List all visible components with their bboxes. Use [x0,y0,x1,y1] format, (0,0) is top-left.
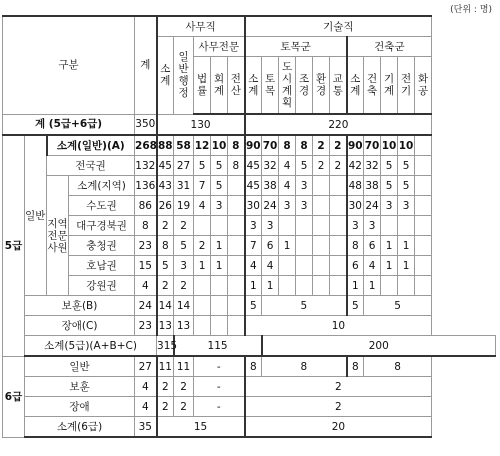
grand-total-gisul: 220 [245,114,432,135]
cell [330,216,347,236]
cell [228,216,245,236]
cell [211,216,228,236]
cell: 7 [194,176,211,196]
cell: 1 [211,236,228,256]
cell [381,216,398,236]
cell [211,296,228,316]
cell: 5 [157,256,174,276]
cell: 7 [245,236,262,256]
cell: 5 [194,156,211,176]
row-label: 강원권 [69,276,135,296]
cell: 27 [135,356,157,377]
cell: 3 [174,256,194,276]
cell: 13 [157,316,174,336]
col-s-jeon: 전산 [228,57,245,115]
row-sudo [3,196,496,216]
cell: 12 [194,135,211,156]
cell [330,176,347,196]
row-jangae5 [3,316,496,336]
cell: 5 [262,296,347,316]
cell: 5 [398,176,415,196]
recruitment-table [2,15,496,438]
cell: 10 [381,135,398,156]
row-label: 장애(C) [25,316,135,336]
row-label: 일반 [25,356,135,377]
cell: 24 [364,196,381,216]
cell [313,216,330,236]
cell [296,256,313,276]
cell [228,176,245,196]
col-t-hwan: 환경 [313,57,330,115]
cell: 38 [262,176,279,196]
cell [330,196,347,216]
ilban-label: 일반 [25,135,47,296]
cell: 24 [135,296,157,316]
cell: 3 [211,196,228,216]
cell: 2 [245,397,432,417]
cell: 6 [347,256,364,276]
row-ilban6 [3,356,496,377]
col-s-hoe: 회계 [211,57,228,115]
cell: 6 [262,236,279,256]
cell: 70 [364,135,381,156]
col-g-geon: 건축 [364,57,381,115]
row-honam [3,256,496,276]
col-t-jogyeong: 조경 [296,57,313,115]
cell: 8 [364,356,432,377]
cell [313,276,330,296]
row-label: 소계(일반)(A) [47,135,135,156]
row-sogye-jiyeok [3,176,496,196]
cell: 4 [194,196,211,216]
row-label: 전국권 [47,156,135,176]
cell: 30 [347,196,364,216]
tomokgun-header: 토목군 [245,37,347,57]
cell: 115 [174,336,262,357]
regional-label: 지역전문사원 [47,176,69,296]
samu-jeonmun-header: 사무전문 [194,37,245,57]
cell: 1 [245,276,262,296]
cell: 20 [245,417,432,438]
cell: 8 [135,216,157,236]
grand-total-row [3,114,496,135]
cell: 58 [174,135,194,156]
col-g-gi: 기계 [381,57,398,115]
cell: 42 [347,156,364,176]
cell: 2 [245,377,432,397]
cell: 2 [174,276,194,296]
cell: 5 [211,156,228,176]
cell: 48 [347,176,364,196]
cell [330,236,347,256]
cell [415,276,432,296]
cell: 4 [279,156,296,176]
cell [313,196,330,216]
row-sogye5 [3,336,496,357]
row-label: 수도권 [69,196,135,216]
cell: 8 [262,356,347,377]
cell: 10 [211,135,228,156]
cell: 5 [211,176,228,196]
geonchukgun-header: 건축군 [347,37,432,57]
cell: 11 [157,356,174,377]
cell: 14 [174,296,194,316]
cell: 132 [135,156,157,176]
samujik-header: 사무직 [157,16,245,37]
cell: 90 [347,135,364,156]
cell [415,156,432,176]
row-label: 보훈 [25,377,135,397]
col-g-sogye: 소계 [347,57,364,115]
cell: 8 [157,236,174,256]
cell [228,196,245,216]
cell: 8 [347,356,364,377]
cell: 1 [347,276,364,296]
cell: 1 [364,276,381,296]
cell: - [194,356,245,377]
cell [398,216,415,236]
cell: 3 [296,176,313,196]
col-g-hwa: 화공 [415,57,432,115]
cell [194,276,211,296]
col-s-sogye: 소계 [157,37,174,115]
cell: 2 [313,135,330,156]
row-label: 보훈(B) [25,296,135,316]
cell [381,276,398,296]
col-s-ilban: 일반행정 [174,37,194,115]
cell: 32 [364,156,381,176]
cell: 5 [174,236,194,256]
grand-total-samu: 130 [157,114,245,135]
cell [279,216,296,236]
row-label: 소계(5급)(A+B+C) [25,336,157,357]
row-label: 충청권 [69,236,135,256]
row-label: 대구경북권 [69,216,135,236]
cell: 5 [296,156,313,176]
cell: 2 [313,156,330,176]
cell: 1 [262,276,279,296]
cell [313,236,330,256]
cell: 2 [174,377,194,397]
cell: 2 [330,156,347,176]
row-sogye6 [3,417,496,438]
cell: 8 [347,236,364,256]
cell: 19 [174,196,194,216]
cell [194,316,211,336]
cell: 8 [296,135,313,156]
cell: 200 [262,336,496,357]
cell [228,256,245,276]
cell: - [194,377,245,397]
cell: 24 [262,196,279,216]
cell: 45 [245,176,262,196]
grade5-label: 5급 [3,135,25,356]
cell: 13 [174,316,194,336]
cell: 32 [262,156,279,176]
cell: 5 [381,156,398,176]
cell: 1 [381,256,398,276]
cell: 70 [262,135,279,156]
cell [313,176,330,196]
cell: 2 [174,216,194,236]
col-t-gyo: 교통 [330,57,347,115]
cell [228,276,245,296]
cell: 315 [157,336,174,357]
cell: 4 [135,377,157,397]
cell: 31 [174,176,194,196]
header-row-1 [3,16,496,37]
total-header: 계 [135,16,157,114]
cell: 14 [157,296,174,316]
cell [228,236,245,256]
cell [228,316,245,336]
gubun-header: 구분 [3,16,135,114]
cell: 26 [157,196,174,216]
row-label: 소계(6급) [25,417,135,438]
cell [330,256,347,276]
cell: 4 [364,256,381,276]
cell [415,196,432,216]
cell [296,216,313,236]
cell: 5 [381,176,398,196]
cell: 3 [347,216,364,236]
cell: 2 [157,216,174,236]
col-t-dosi: 도시계획 [279,57,296,115]
cell [415,256,432,276]
cell: 136 [135,176,157,196]
cell: 3 [381,196,398,216]
cell [194,296,211,316]
cell: 3 [262,216,279,236]
cell: 1 [194,256,211,276]
cell [228,296,245,316]
cell: 30 [245,196,262,216]
col-t-sogye: 소계 [245,57,262,115]
cell: - [194,397,245,417]
gisuljik-header: 기술직 [245,16,432,37]
cell: 5 [347,296,364,316]
cell: 8 [279,135,296,156]
cell: 88 [157,135,174,156]
cell [313,256,330,276]
cell [296,236,313,256]
col-t-tomok: 토목 [262,57,279,115]
cell: 4 [245,256,262,276]
cell: 3 [279,196,296,216]
grade6-label: 6급 [3,356,25,437]
cell: 10 [398,135,415,156]
col-s-beop: 법률 [194,57,211,115]
grand-total-value: 350 [135,114,157,135]
cell [415,216,432,236]
cell: 35 [135,417,157,438]
cell: 3 [245,216,262,236]
cell [415,236,432,256]
row-bohun6 [3,377,496,397]
cell: 43 [157,176,174,196]
cell: 1 [211,256,228,276]
cell: 2 [194,236,211,256]
row-bohun5 [3,296,496,316]
cell: 23 [135,316,157,336]
cell [194,216,211,236]
cell: 27 [174,156,194,176]
cell: 4 [135,397,157,417]
cell: 2 [174,397,194,417]
cell: 1 [279,236,296,256]
row-daegu [3,216,496,236]
cell: 10 [245,316,432,336]
cell: 4 [262,256,279,276]
cell: 1 [381,236,398,256]
row-chung [3,236,496,256]
cell [296,276,313,296]
unit-note: (단위 : 명) [450,5,492,15]
cell: 15 [157,417,245,438]
cell: 11 [174,356,194,377]
row-gangwon [3,276,496,296]
cell: 15 [135,256,157,276]
cell: 45 [245,156,262,176]
cell: 45 [157,156,174,176]
cell [398,276,415,296]
cell: 23 [135,236,157,256]
cell [279,276,296,296]
row-label: 소계(지역) [69,176,135,196]
cell: 1 [398,236,415,256]
cell [279,256,296,276]
cell: 86 [135,196,157,216]
cell: 4 [279,176,296,196]
cell: 8 [228,156,245,176]
cell: 2 [157,276,174,296]
cell: 5 [364,296,432,316]
cell: 268 [135,135,157,156]
cell [415,135,432,156]
cell: 2 [330,135,347,156]
cell [211,276,228,296]
cell: 90 [245,135,262,156]
row-sogye-ilban [3,135,496,156]
cell [211,316,228,336]
cell: 3 [398,196,415,216]
cell: 2 [157,397,174,417]
cell: 38 [364,176,381,196]
cell [330,276,347,296]
cell: 5 [398,156,415,176]
cell [415,176,432,196]
grand-total-label: 계 (5급+6급) [3,114,135,135]
row-label: 호남권 [69,256,135,276]
cell: 5 [245,296,262,316]
cell: 3 [296,196,313,216]
row-jangae6 [3,397,496,417]
col-g-jeongi: 전기 [398,57,415,115]
cell: 6 [364,236,381,256]
cell: 8 [228,135,245,156]
cell: 3 [364,216,381,236]
row-label: 장애 [25,397,135,417]
cell: 1 [398,256,415,276]
row-jeonguk [3,156,496,176]
cell: 2 [157,377,174,397]
cell: 8 [245,356,262,377]
cell: 4 [135,276,157,296]
